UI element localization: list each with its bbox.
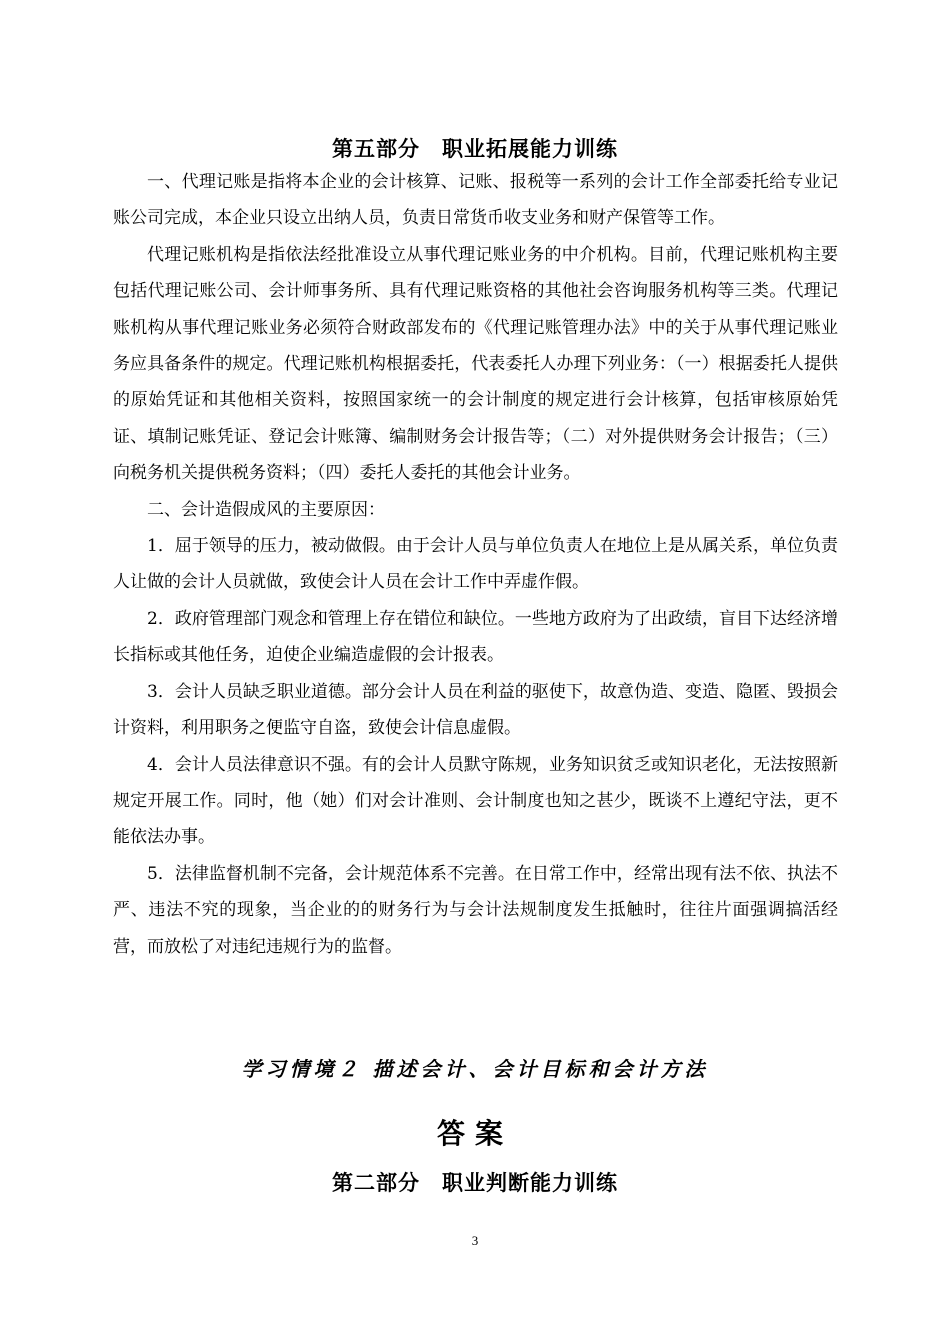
section5-heading: 第五部分 职业拓展能力训练 [332, 137, 618, 161]
paragraph: 4．会计人员法律意识不强。有的会计人员默守陈规，业务知识贫乏或知识老化，无法按照新规定开展工作。同时，他（她）们对会计准则、会计制度也知之甚少，既谈不上遵纪守法，更不能依法办事。 [113, 754, 838, 848]
paragraph: 一、代理记账是指将本企业的会计核算、记账、报税等一系列的会计工作全部委托给专业记账公司完成，本企业只设立出纳人员，负责日常货币收支业务和财产保管等工作。 [113, 172, 838, 229]
paragraph: 二、会计造假成风的主要原因： [147, 499, 385, 520]
body-text [113, 164, 838, 965]
paragraph: 2．政府管理部门观念和管理上存在错位和缺位。一些地方政府为了出政绩，盲目下达经济增长指标或其他任务，迫使企业编造虚假的会计报表。 [113, 608, 838, 666]
paragraph: 5．法律监督机制不完备，会计规范体系不完善。在日常工作中，经常出现有法不依、执法不严、违法不究的现象，当企业的的财务行为与会计法规制度发生抵触时，往往片面强调搞活经营，而放松了对违纪违规行为的监督。 [113, 863, 838, 957]
page-number: 3 [471, 1233, 479, 1248]
section2-heading: 第二部分 职业判断能力训练 [332, 1171, 618, 1195]
paragraph: 代理记账机构是指依法经批准设立从事代理记账业务的中介机构。目前，代理记账机构主要包括代理记账公司、会计师事务所、具有代理记账资格的其他社会咨询服务机构等三类。代理记账机构从事代理记账业务必须符合财政部发布的《代理记账管理办法》中的关于从事代理记账业务应具备条件的规定。代理记账机构根据委托，代表委托人办理下列业务：（一）根据委托人提供的原始凭证和其他相关资料，按照国家统一的会计制度的规定进行会计核算，包括审核原始凭证、填制记账凭证、登记会计账簿、编制财务会计报告等；（二）对外提供财务会计报告；（三）向税务机关提供税务资料；（四）委托人委托的其他会计业务。 [113, 244, 838, 484]
paragraph: 1．屈于领导的压力，被动做假。由于会计人员与单位负责人在地位上是从属关系，单位负责人让做的会计人员就做，致使会计人员在会计工作中弄虚作假。 [113, 536, 838, 593]
answer-heading: 答案 [436, 1117, 513, 1150]
learning-situation-heading: 学习情境２ 描述会计、会计目标和会计方法 [241, 1057, 709, 1081]
paragraph: 3．会计人员缺乏职业道德。部分会计人员在利益的驱使下，故意伪造、变造、隐匿、毁损会计资料，利用职务之便监守自盗，致使会计信息虚假。 [113, 681, 838, 739]
